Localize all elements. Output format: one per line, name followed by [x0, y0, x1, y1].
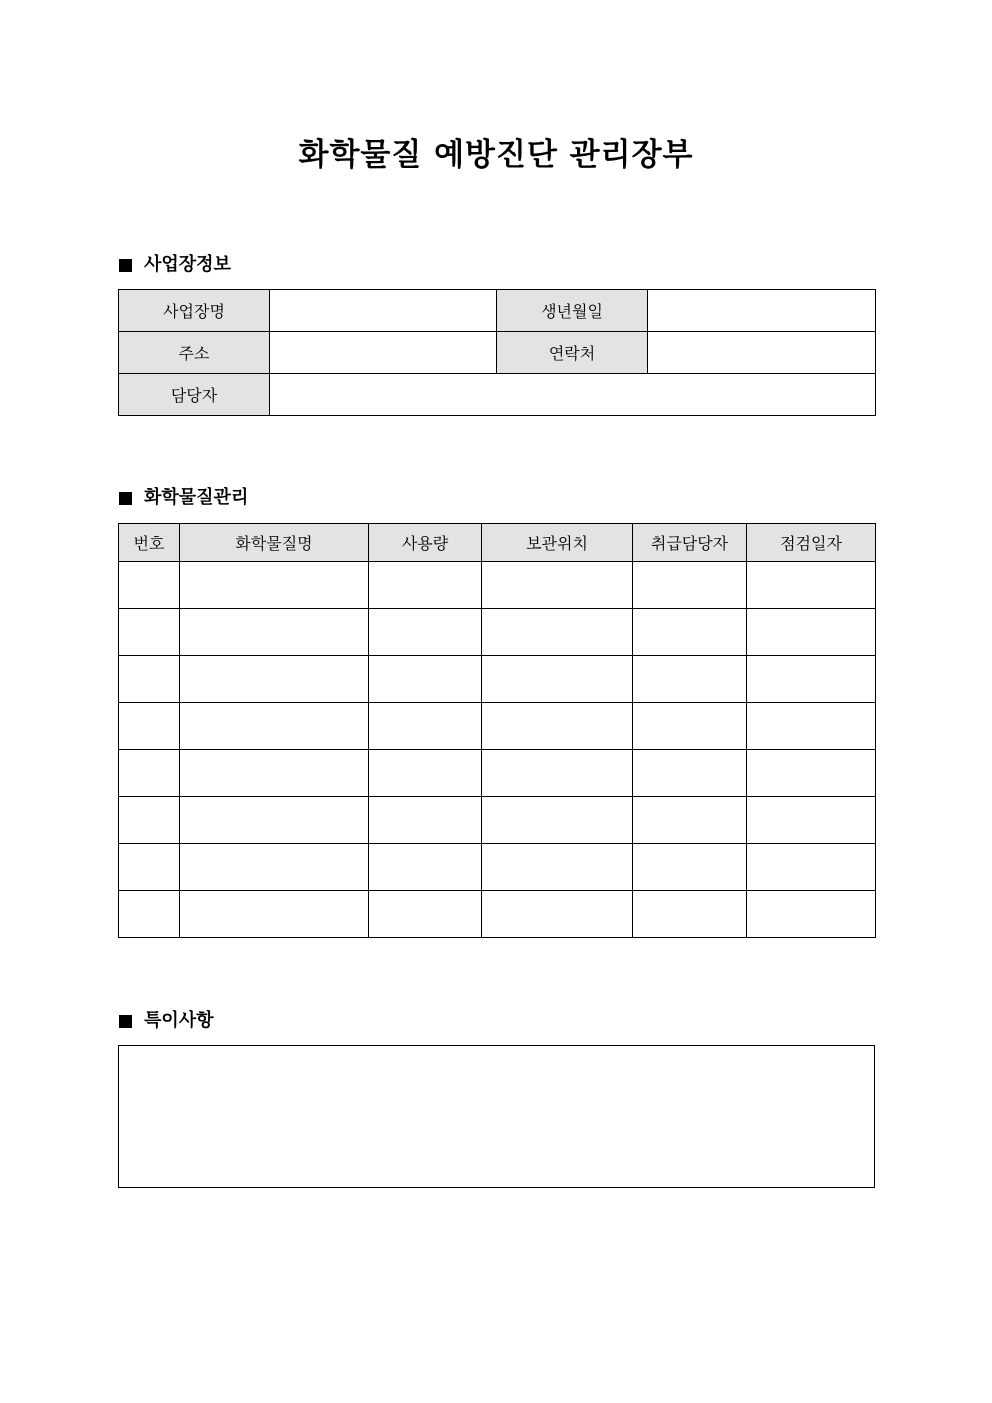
notes-heading [119, 1009, 214, 1033]
table-cell-inspection-date[interactable] [747, 703, 876, 750]
table-cell-chemical-name[interactable] [180, 797, 369, 844]
table-cell-inspection-date[interactable] [747, 797, 876, 844]
table-cell-number[interactable] [119, 609, 180, 656]
table-cell-usage-amount[interactable] [369, 891, 482, 938]
table-cell-chemical-name[interactable] [180, 844, 369, 891]
contact-label: 연락처 [497, 332, 648, 374]
table-cell-chemical-name[interactable] [180, 562, 369, 609]
table-cell-storage-location[interactable] [482, 656, 633, 703]
birth-date-label: 생년월일 [497, 290, 648, 332]
table-row [119, 656, 876, 703]
table-cell-storage-location[interactable] [482, 891, 633, 938]
table-cell-storage-location[interactable] [482, 703, 633, 750]
column-header-chemical-name: 화학물질명 [180, 524, 369, 562]
business-info-heading-text: 사업장정보 [144, 254, 231, 275]
table-cell-handler[interactable] [633, 797, 747, 844]
chemical-management-table [118, 523, 876, 938]
column-header-number: 번호 [119, 524, 180, 562]
table-cell-inspection-date[interactable] [747, 750, 876, 797]
business-name-field[interactable] [270, 290, 497, 332]
table-cell-number[interactable] [119, 797, 180, 844]
table-cell-usage-amount[interactable] [369, 703, 482, 750]
business-name-label: 사업장명 [119, 290, 270, 332]
table-cell-usage-amount[interactable] [369, 750, 482, 797]
table-cell-usage-amount[interactable] [369, 797, 482, 844]
table-header-row [119, 524, 876, 562]
table-row [119, 562, 876, 609]
business-info-heading [119, 253, 231, 277]
table-cell-handler[interactable] [633, 656, 747, 703]
notes-heading-text: 특이사항 [144, 1010, 214, 1031]
notes-field[interactable] [118, 1045, 875, 1188]
table-cell-usage-amount[interactable] [369, 562, 482, 609]
table-row [119, 332, 876, 374]
manager-field[interactable] [270, 374, 876, 416]
chemical-management-heading [119, 486, 248, 510]
table-row [119, 891, 876, 938]
birth-date-field[interactable] [648, 290, 876, 332]
table-cell-inspection-date[interactable] [747, 656, 876, 703]
address-label: 주소 [119, 332, 270, 374]
chemical-management-heading-text: 화학물질관리 [144, 487, 249, 508]
table-cell-usage-amount[interactable] [369, 656, 482, 703]
table-row [119, 844, 876, 891]
table-cell-chemical-name[interactable] [180, 609, 369, 656]
table-cell-chemical-name[interactable] [180, 656, 369, 703]
column-header-usage-amount: 사용량 [369, 524, 482, 562]
page-title: 화학물질 예방진단 관리장부 [298, 137, 694, 173]
column-header-storage-location: 보관위치 [482, 524, 633, 562]
square-bullet-icon [119, 492, 132, 505]
table-cell-chemical-name[interactable] [180, 750, 369, 797]
square-bullet-icon [119, 1015, 132, 1028]
table-cell-inspection-date[interactable] [747, 844, 876, 891]
business-info-table [118, 289, 876, 416]
contact-field[interactable] [648, 332, 876, 374]
table-row [119, 609, 876, 656]
table-cell-inspection-date[interactable] [747, 609, 876, 656]
table-cell-number[interactable] [119, 891, 180, 938]
table-cell-storage-location[interactable] [482, 609, 633, 656]
table-cell-chemical-name[interactable] [180, 891, 369, 938]
table-cell-storage-location[interactable] [482, 562, 633, 609]
manager-label: 담당자 [119, 374, 270, 416]
table-cell-handler[interactable] [633, 891, 747, 938]
table-cell-number[interactable] [119, 750, 180, 797]
table-cell-number[interactable] [119, 703, 180, 750]
table-cell-usage-amount[interactable] [369, 609, 482, 656]
table-cell-storage-location[interactable] [482, 750, 633, 797]
table-cell-storage-location[interactable] [482, 844, 633, 891]
table-row [119, 797, 876, 844]
table-cell-handler[interactable] [633, 703, 747, 750]
table-cell-handler[interactable] [633, 750, 747, 797]
table-row [119, 750, 876, 797]
table-cell-handler[interactable] [633, 562, 747, 609]
table-cell-number[interactable] [119, 844, 180, 891]
table-cell-usage-amount[interactable] [369, 844, 482, 891]
table-cell-handler[interactable] [633, 844, 747, 891]
table-row [119, 374, 876, 416]
table-cell-number[interactable] [119, 656, 180, 703]
table-row [119, 290, 876, 332]
table-cell-storage-location[interactable] [482, 797, 633, 844]
table-cell-inspection-date[interactable] [747, 562, 876, 609]
table-cell-handler[interactable] [633, 609, 747, 656]
table-cell-number[interactable] [119, 562, 180, 609]
table-cell-inspection-date[interactable] [747, 891, 876, 938]
table-cell-chemical-name[interactable] [180, 703, 369, 750]
address-field[interactable] [270, 332, 497, 374]
column-header-handler: 취급담당자 [633, 524, 747, 562]
table-row [119, 703, 876, 750]
column-header-inspection-date: 점검일자 [747, 524, 876, 562]
square-bullet-icon [119, 259, 132, 272]
